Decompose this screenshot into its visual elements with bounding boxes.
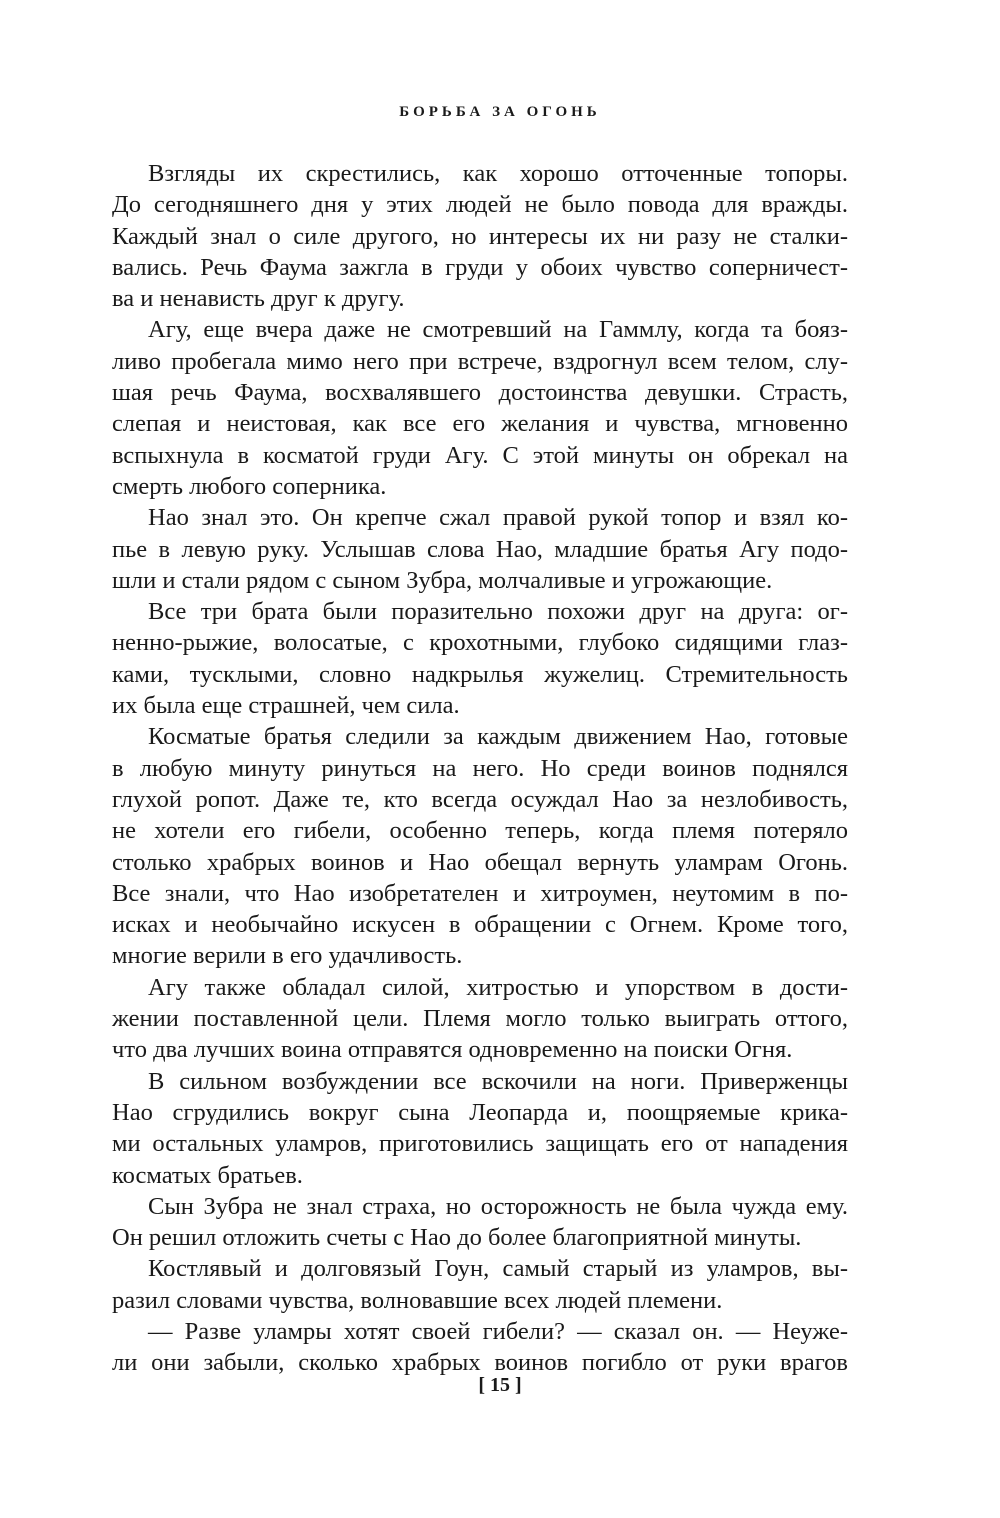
text-line: — Разве уламры хотят своей гибели? — сказал он. — Неуже- [148,1317,848,1345]
text-line: До сегодняшнего дня у этих людей не было повода для вражды. [112,191,848,219]
text-line: ненно-рыжие, волосатые, с крохотными, глубоко сидящими глаз- [112,629,848,657]
text-line: пье в левую руку. Услышав слова Нао, младшие братья Агу подо- [112,535,848,563]
text-line: ми остальных уламров, приготовились защищать его от нападения [112,1130,848,1158]
text-line: ва и ненависть друг к другу. [112,285,405,313]
running-title: БОРЬБА ЗА ОГОНЬ [399,104,601,120]
text-line: столько храбрых воинов и Нао обещал вернуть уламрам Огонь. [112,848,848,876]
text-line: косматых братьев. [112,1161,303,1189]
text-line: вспыхнула в косматой груди Агу. С этой минуты он обрекал на [112,441,848,469]
text-line: В сильном возбуждении все вскочили на ноги. Приверженцы [148,1067,848,1095]
text-line: Он решил отложить счеты с Нао до более благоприятной минуты. [112,1224,802,1252]
text-line: Косматые братья следили за каждым движением Нао, готовые [148,723,848,751]
text-line: исках и необычайно искусен в обращении с Огнем. Кроме того, [112,911,848,939]
text-line: многие верили в его удачливость. [112,942,463,970]
text-line: Агу, еще вчера даже не смотревший на Гаммлу, когда та бояз- [148,316,848,344]
text-line: что два лучших воина отправятся одновременно на поиски Огня. [112,1036,793,1064]
text-line: глухой ропот. Даже те, кто всегда осуждал Нао за незлобивость, [112,785,848,813]
text-line: Все знали, что Нао изобретателен и хитроумен, неутомим в по- [112,879,848,907]
text-line: смерть любого соперника. [112,472,387,500]
text-line: ли они забыли, сколько храбрых воинов погибло от руки врагов [112,1349,848,1377]
text-line: Взгляды их скрестились, как хорошо отточенные топоры. [148,160,848,187]
text-line: Сын Зубра не знал страха, но осторожность не была чужда ему. [148,1192,848,1220]
text-line: шли и стали рядом с сыном Зубра, молчаливые и угрожающие. [112,566,773,594]
text-line: Нао сгрудились вокруг сына Леопарда и, поощряемые крика- [112,1098,848,1126]
text-line: Нао знал это. Он крепче сжал правой рукой топор и взял ко- [148,504,848,532]
text-line: шая речь Фаума, восхвалявшего достоинства девушки. Страсть, [112,379,848,407]
text-line: ками, тусклыми, словно надкрылья жужелиц. Стремительность [112,660,848,688]
text-line: в любую минуту ринуться на него. Но среди воинов поднялся [112,754,848,782]
text-line: Агу также обладал силой, хитростью и упорством в дости- [148,973,848,1001]
text-line: не хотели его гибели, особенно теперь, когда племя потеряло [112,817,848,845]
text-line: их была еще страшней, чем сила. [112,692,460,720]
text-line: разил словами чувства, волновавшие всех людей племени. [112,1286,723,1314]
body-text [112,158,848,1379]
text-line: Костлявый и долговязый Гоун, самый старый из уламров, вы- [148,1255,848,1283]
text-line: слепая и неистовая, как все его желания и чувства, мгновенно [112,410,848,438]
page-number: [ 15 ] [478,1374,522,1396]
text-line: жении поставленной цели. Племя могло только выиграть оттого, [112,1005,848,1033]
text-line: Каждый знал о силе другого, но интересы их ни разу не сталки- [112,222,848,250]
text-line: Все три брата были поразительно похожи друг на друга: ог- [148,598,848,626]
text-line: ливо пробегала мимо него при встрече, вздрогнул всем телом, слу- [112,347,848,375]
text-line: вались. Речь Фаума зажгла в груди у обоих чувство соперничест- [112,253,848,281]
